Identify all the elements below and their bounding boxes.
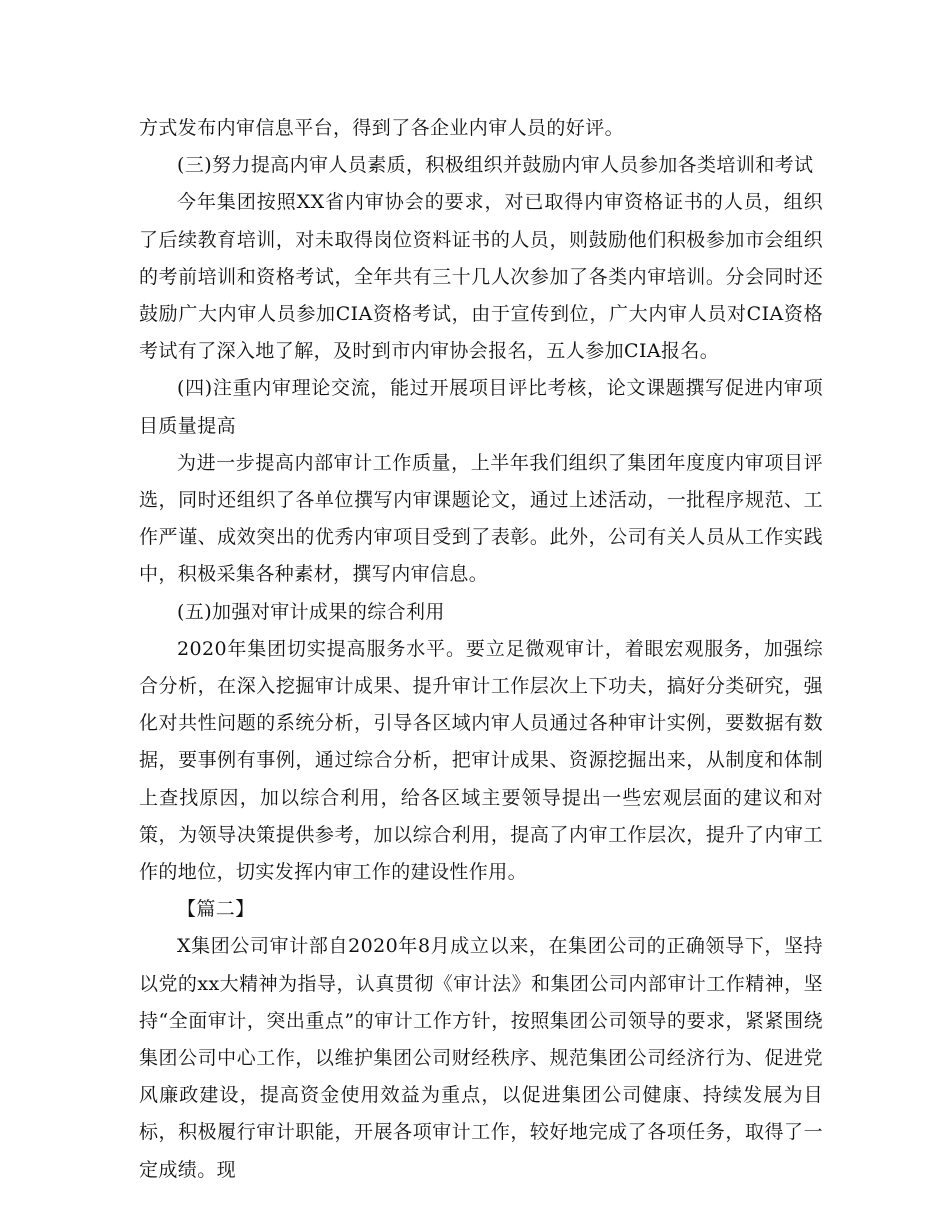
paragraph-training: 今年集团按照XX省内审协会的要求，对已取得内审资格证书的人员，组织了后续教育培训，对未取得岗位资料证书的人员，则鼓励他们积极参加市会组织的考前培训和资格考试，全年共有三十几人次参加了各类内审培训。分会同时还鼓励广大内审人员参加CIA资格考试，由于宣传到位，广大内审人员对CIA资格考试有了深入地了解，及时到市内审协会报名，五人参加CIA报名。 — [139, 191, 823, 363]
section-heading-5: (五)加强对审计成果的综合利用 — [177, 600, 445, 623]
paragraph-quality: 为进一步提高内部审计工作质量，上半年我们组织了集团年度度内审项目评选，同时还组织了各单位撰写内审课题论文，通过上述活动，一批程序规范、工作严谨、成效突出的优秀内审项目受到了表彰。此外，公司有关人员从工作实践中，积极采集各种素材，撰写内审信息。 — [139, 451, 823, 586]
paragraph-audit-department: X集团公司审计部自2020年8月成立以来，在集团公司的正确领导下，坚持以党的xx大精神为指导，认真贯彻《审计法》和集团公司内部审计工作精神，坚持“全面审计，突出重点”的审计工作方针，按照集团公司领导的要求，紧紧围绕集团公司中心工作，以维护集团公司财经秩序、规范集团公司经济行为、促进党风廉政建设，提高资金使用效益为重点，以促进集团公司健康、持续发展为目标，积极履行审计职能，开展各项审计工作，较好地完成了各项任务，取得了一定成绩。现 — [139, 935, 823, 1181]
paragraph-continuation: 方式发布内审信息平台，得到了各企业内审人员的好评。 — [139, 117, 625, 139]
section-heading-4: (四)注重内审理论交流，能过开展项目评比考核，论文课题撰写促进内审项目质量提高 — [139, 377, 823, 437]
part-two-heading: 【篇二】 — [177, 898, 255, 921]
section-heading-3: (三)努力提高内审人员素质，积极组织并鼓励内审人员参加各类培训和考试 — [177, 154, 814, 177]
paragraph-results: 2020年集团切实提高服务水平。要立足微观审计，着眼宏观服务，加强综合分析，在深入挖掘审计成果、提升审计工作层次上下功夫，搞好分类研究，强化对共性问题的系统分析，引导各区域内审人员通过各种审计实例，要数据有数据，要事例有事例，通过综合分析，把审计成果、资源挖掘出来，从制度和体制上查找原因，加以综合利用，给各区域主要领导提出一些宏观层面的建议和对策，为领导决策提供参考，加以综合利用，提高了内审工作层次，提升了内审工作的地位，切实发挥内审工作的建设性作用。 — [139, 637, 823, 884]
